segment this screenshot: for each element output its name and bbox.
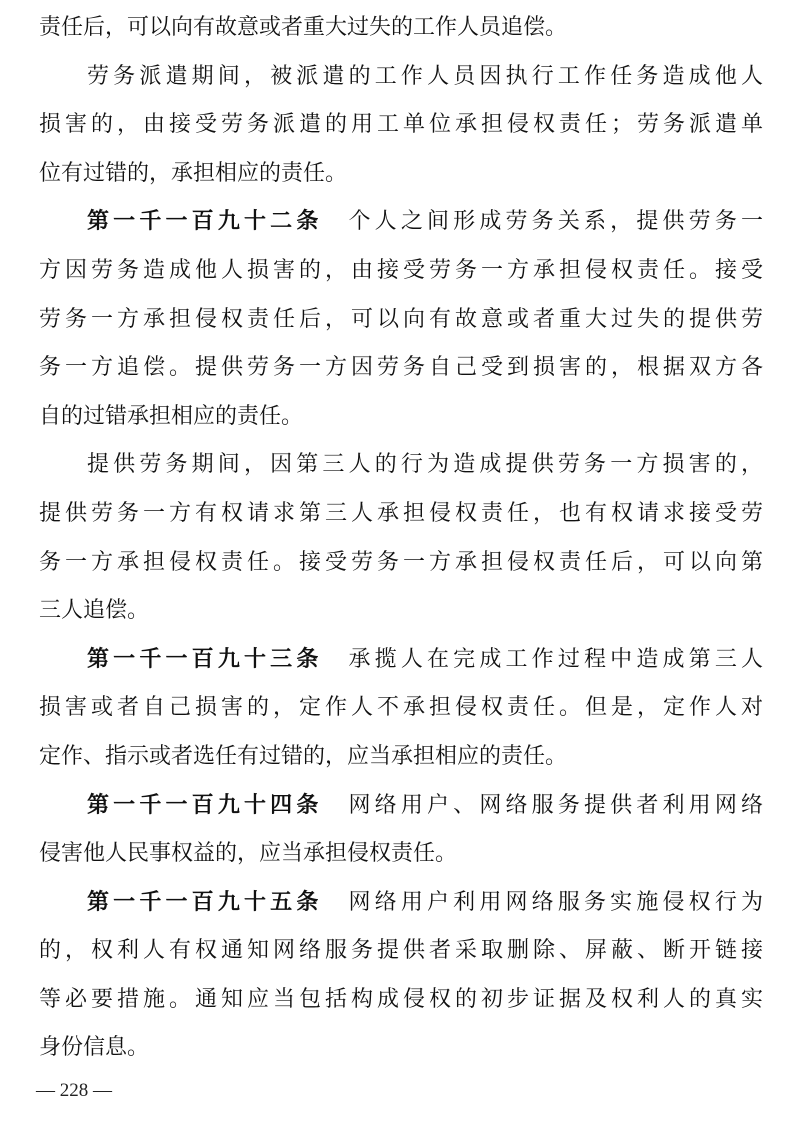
line-text: 承揽人在完成工作过程中造成第三人 xyxy=(348,646,763,672)
text-line xyxy=(39,198,763,247)
text-line xyxy=(39,976,763,1025)
text-line xyxy=(39,101,763,150)
text-line xyxy=(39,684,763,733)
text-line xyxy=(39,539,763,588)
article-number: 第一千一百九十五条 xyxy=(87,889,323,915)
line-text: 提供劳务期间，因第三人的行为造成提供劳务一方损害的， xyxy=(87,452,763,478)
line-text: 侵害他人民事权益的，应当承担侵权责任。 xyxy=(39,841,458,867)
line-text: 损害的，由接受劳务派遣的用工单位承担侵权责任；劳务派遣单 xyxy=(39,112,763,138)
article-number: 第一千一百九十四条 xyxy=(87,792,323,818)
line-text: 务一方追偿。提供劳务一方因劳务自己受到损害的，根据双方各 xyxy=(39,355,763,381)
text-line xyxy=(39,344,763,393)
line-text: 位有过错的，承担相应的责任。 xyxy=(39,160,348,186)
line-text: 身份信息。 xyxy=(39,1035,150,1061)
line-text: 责任后，可以向有故意或者重大过失的工作人员追偿。 xyxy=(39,15,568,40)
text-line xyxy=(39,393,763,442)
line-text: 自的过错承担相应的责任。 xyxy=(39,403,304,429)
text-line xyxy=(39,441,763,490)
text-line xyxy=(39,587,763,636)
text-line xyxy=(39,1024,763,1073)
line-text: 等必要措施。通知应当包括构成侵权的初步证据及权利人的真实 xyxy=(39,986,763,1012)
text-line xyxy=(39,150,763,199)
text-line xyxy=(39,247,763,296)
document-body xyxy=(39,4,763,1073)
line-text: 网络用户、网络服务提供者利用网络 xyxy=(348,792,763,818)
line-text: 务一方承担侵权责任。接受劳务一方承担侵权责任后，可以向第 xyxy=(39,549,763,575)
text-line xyxy=(39,927,763,976)
text-line xyxy=(39,733,763,782)
text-line xyxy=(39,782,763,831)
text-line xyxy=(39,296,763,345)
text-line xyxy=(39,636,763,685)
line-text: 个人之间形成劳务关系，提供劳务一 xyxy=(348,209,763,235)
line-text: 方因劳务造成他人损害的，由接受劳务一方承担侵权责任。接受 xyxy=(39,257,763,283)
line-text: 三人追偿。 xyxy=(39,598,150,624)
line-text: 网络用户利用网络服务实施侵权行为 xyxy=(348,889,763,915)
text-line xyxy=(39,830,763,879)
text-line xyxy=(39,4,763,53)
line-text: 定作、指示或者选任有过错的，应当承担相应的责任。 xyxy=(39,743,568,769)
article-number: 第一千一百九十二条 xyxy=(87,209,323,235)
line-text: 劳务派遣期间，被派遣的工作人员因执行工作任务造成他人 xyxy=(87,63,763,89)
text-line xyxy=(39,879,763,928)
line-text: 提供劳务一方有权请求第三人承担侵权责任，也有权请求接受劳 xyxy=(39,500,763,526)
text-line xyxy=(39,490,763,539)
line-text: 的，权利人有权通知网络服务提供者采取删除、屏蔽、断开链接 xyxy=(39,938,763,964)
line-text: 损害或者自己损害的，定作人不承担侵权责任。但是，定作人对 xyxy=(39,695,763,721)
page-number: — 228 — xyxy=(36,1080,112,1101)
article-number: 第一千一百九十三条 xyxy=(87,646,323,672)
text-line xyxy=(39,53,763,102)
line-text: 劳务一方承担侵权责任后，可以向有故意或者重大过失的提供劳 xyxy=(39,306,763,332)
